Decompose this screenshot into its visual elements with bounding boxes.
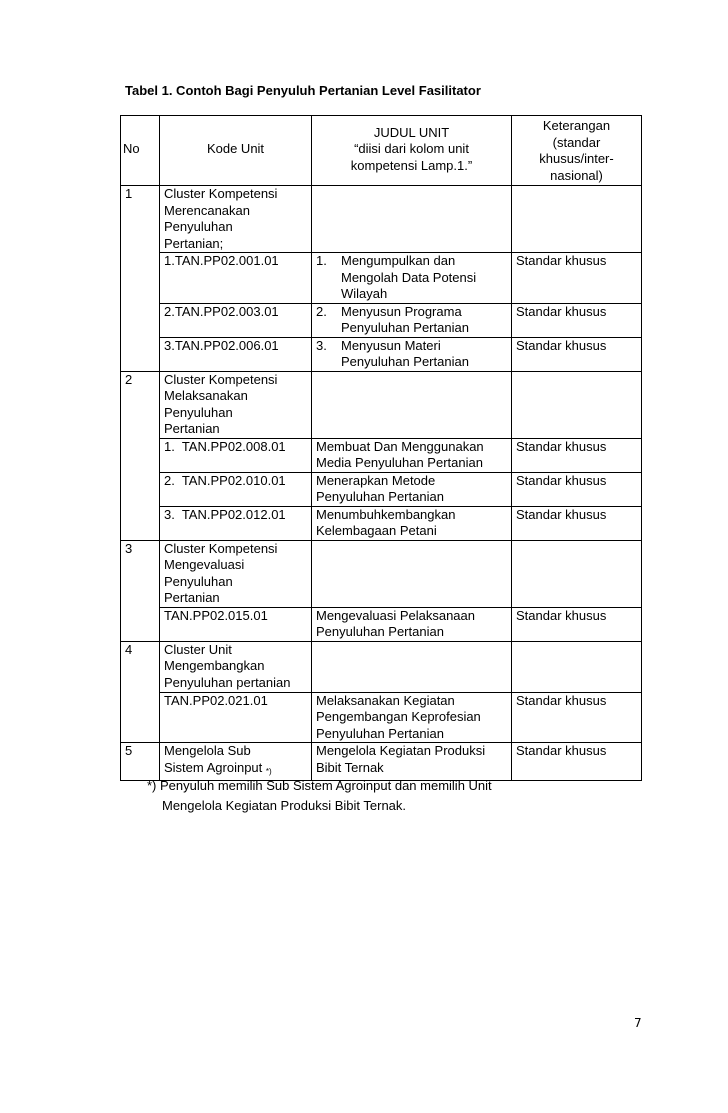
judul-unit-cell: 2. Menyusun Programa Penyuluhan Pertanian <box>312 303 512 337</box>
table-row <box>121 743 642 781</box>
footnote-mark: *) <box>265 766 272 776</box>
row-number: 2 <box>121 371 160 438</box>
table-row <box>121 253 642 304</box>
kode-unit-cell: 2. TAN.PP02.010.01 <box>160 472 312 506</box>
keterangan-cell: Standar khusus <box>512 743 642 781</box>
cluster-label: Cluster Unit Mengembangkan Penyuluhan pertanian <box>160 641 312 692</box>
table-row <box>121 641 642 692</box>
keterangan-cell: Standar khusus <box>512 472 642 506</box>
kode-unit-cell: 3.TAN.PP02.006.01 <box>160 337 312 371</box>
cluster-label: Cluster Kompetensi Merencanakan Penyuluhan Pertanian; <box>160 186 312 253</box>
keterangan-cell: Standar khusus <box>512 438 642 472</box>
judul-unit-cell: Menerapkan Metode Penyuluhan Pertanian <box>312 472 512 506</box>
cluster-label: Mengelola Sub Sistem Agroinput $_{*)}$ <box>160 743 312 781</box>
kode-unit-cell: 1. TAN.PP02.008.01 <box>160 438 312 472</box>
kode-unit-cell: 1.TAN.PP02.001.01 <box>160 253 312 304</box>
judul-unit-cell: Mengevaluasi Pelaksanaan Penyuluhan Pertanian <box>312 607 512 641</box>
judul-unit-cell: Mengelola Kegiatan Produksi Bibit Ternak <box>312 743 512 781</box>
table-title: Tabel 1. Contoh Bagi Penyuluh Pertanian Level Fasilitator <box>125 83 481 98</box>
row-number: 4 <box>121 641 160 692</box>
row-number: 3 <box>121 540 160 607</box>
header-judul-unit: JUDUL UNIT “diisi dari kolom unit kompetensi Lamp.1.” <box>350 124 473 173</box>
row-number: 1 <box>121 186 160 253</box>
table-row <box>121 607 642 641</box>
table-row <box>121 186 642 253</box>
keterangan-cell: Standar khusus <box>512 506 642 540</box>
keterangan-cell: Standar khusus <box>512 692 642 743</box>
keterangan-cell: Standar khusus <box>512 337 642 371</box>
kode-unit-cell: TAN.PP02.021.01 <box>160 692 312 743</box>
footnote: *) Penyuluh memilih Sub Sistem Agroinput dan memilih Unit Mengelola Kegiatan Produksi Bibit Ternak. <box>147 778 492 813</box>
header-no: No <box>123 141 140 157</box>
table-row <box>121 337 642 371</box>
judul-unit-cell: Menumbuhkembangkan Kelembagaan Petani <box>312 506 512 540</box>
table-row <box>121 540 642 607</box>
keterangan-cell: Standar khusus <box>512 607 642 641</box>
judul-unit-cell: Melaksanakan Kegiatan Pengembangan Keprofesian Penyuluhan Pertanian <box>312 692 512 743</box>
row-number: 5 <box>121 743 160 781</box>
cluster-label: Cluster Kompetensi Mengevaluasi Penyuluhan Pertanian <box>160 540 312 607</box>
judul-unit-cell: Membuat Dan Menggunakan Media Penyuluhan Pertanian <box>312 438 512 472</box>
kode-unit-cell: 3. TAN.PP02.012.01 <box>160 506 312 540</box>
table-row <box>121 472 642 506</box>
table-header-row <box>121 116 642 186</box>
judul-unit-cell: 3. Menyusun Materi Penyuluhan Pertanian <box>312 337 512 371</box>
table-row <box>121 371 642 438</box>
table-row <box>121 438 642 472</box>
cluster-label: Cluster Kompetensi Melaksanakan Penyuluhan Pertanian <box>160 371 312 438</box>
header-keterangan: Keterangan (standar khusus/inter- nasional) <box>539 118 614 183</box>
kode-unit-cell: 2.TAN.PP02.003.01 <box>160 303 312 337</box>
keterangan-cell: Standar khusus <box>512 253 642 304</box>
table-row <box>121 692 642 743</box>
header-kode-unit: Kode Unit <box>206 141 265 157</box>
table-row <box>121 506 642 540</box>
kode-unit-cell: TAN.PP02.015.01 <box>160 607 312 641</box>
competency-table <box>120 115 642 781</box>
keterangan-cell: Standar khusus <box>512 303 642 337</box>
page-number: 7 <box>634 1016 642 1030</box>
judul-unit-cell: 1. Mengumpulkan dan Mengolah Data Potensi Wilayah <box>312 253 512 304</box>
table-row <box>121 303 642 337</box>
